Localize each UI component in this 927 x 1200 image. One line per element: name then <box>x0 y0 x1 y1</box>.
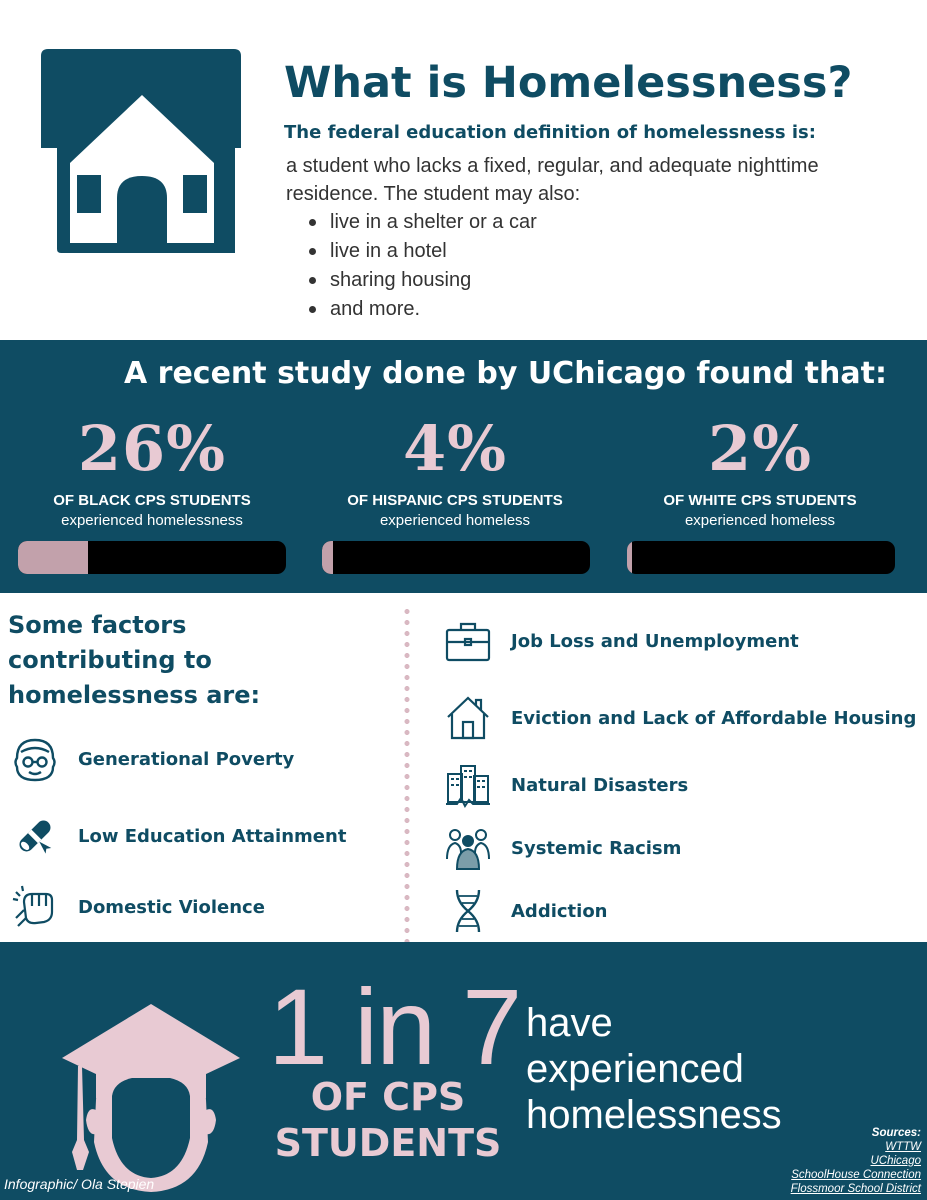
factor-systemic-racism <box>441 821 681 875</box>
stat-label: OF HISPANIC CPS STUDENTS <box>347 492 563 509</box>
ratio-subject <box>258 1074 518 1166</box>
page-title: What is Homelessness? <box>284 58 853 108</box>
stat-value: 2% <box>707 412 813 485</box>
stat-value: 4% <box>402 412 508 485</box>
definition-heading: The federal education definition of homelessness is: <box>284 122 816 143</box>
factor-job-loss <box>441 614 799 668</box>
progress-fill <box>322 541 333 574</box>
people-group-icon <box>441 821 495 875</box>
factor-label: Eviction and Lack of Affordable Housing <box>511 707 917 729</box>
sources-list <box>791 1126 921 1196</box>
stat-hispanic <box>305 412 605 529</box>
study-section <box>0 340 927 593</box>
factor-low-education <box>8 809 346 863</box>
progress-fill <box>18 541 88 574</box>
damaged-buildings-icon <box>441 758 495 812</box>
stat-subtext: experienced homeless <box>684 512 836 529</box>
ratio-description: have experienced homelessness <box>526 1001 782 1137</box>
stat-label: OF WHITE CPS STUDENTS <box>663 492 857 509</box>
progress-bar-hispanic <box>322 541 590 574</box>
progress-bar-white <box>627 541 895 574</box>
factor-label: Generational Poverty <box>78 748 295 770</box>
elderly-face-icon <box>8 732 62 786</box>
factors-heading: Some factors contributing to homelessness are: <box>8 611 261 709</box>
summary-section <box>0 942 927 1200</box>
dna-icon <box>441 884 495 938</box>
ratio-subject-line: OF CPS <box>310 1075 466 1119</box>
ratio-subject-line: STUDENTS <box>274 1121 502 1165</box>
definition-list <box>306 208 537 324</box>
factor-label: Job Loss and Unemployment <box>511 630 799 652</box>
definition-item: and more. <box>306 295 537 324</box>
factor-domestic-violence <box>8 880 265 934</box>
stat-subtext: experienced homeless <box>379 512 531 529</box>
house-outline-icon <box>441 691 495 745</box>
sources-title: Sources: <box>871 1127 921 1139</box>
credit-text: Infographic/ Ola Stepien <box>4 1176 155 1192</box>
stat-white <box>610 412 910 529</box>
definition-item: live in a shelter or a car <box>306 208 537 237</box>
progress-bar-black <box>18 541 286 574</box>
ratio-text: 1 in 7 <box>268 966 521 1087</box>
diploma-icon <box>8 809 62 863</box>
progress-fill <box>627 541 632 574</box>
definition-item: sharing housing <box>306 266 537 295</box>
factor-label: Domestic Violence <box>78 896 265 918</box>
stat-subtext: experienced homelessness <box>61 512 243 529</box>
house-icon <box>37 48 245 256</box>
factor-addiction <box>441 884 608 938</box>
source-link[interactable]: WTTW <box>885 1141 921 1153</box>
factor-label: Systemic Racism <box>511 837 682 859</box>
definition-text: a student who lacks a fixed, regular, and adequate nighttime residence. The student may also: <box>286 155 819 205</box>
briefcase-icon <box>441 614 495 668</box>
fist-icon <box>8 880 62 934</box>
factor-eviction <box>441 691 916 745</box>
stat-label: OF BLACK CPS STUDENTS <box>53 492 251 509</box>
factor-generational-poverty <box>8 732 294 786</box>
source-link[interactable]: Flossmoor School District <box>790 1183 921 1195</box>
graduate-icon <box>56 970 246 1192</box>
stat-value: 26% <box>77 412 227 485</box>
factor-label: Low Education Attainment <box>78 825 347 847</box>
factor-label: Addiction <box>511 900 608 922</box>
source-link[interactable]: UChicago <box>870 1155 921 1167</box>
factor-natural-disasters <box>441 758 688 812</box>
stat-black <box>2 412 302 529</box>
factor-label: Natural Disasters <box>511 774 689 796</box>
study-heading: A recent study done by UChicago found that: <box>124 356 887 391</box>
definition-item: live in a hotel <box>306 237 537 266</box>
source-link[interactable]: SchoolHouse Connection <box>791 1169 921 1181</box>
dotted-divider <box>404 606 410 942</box>
